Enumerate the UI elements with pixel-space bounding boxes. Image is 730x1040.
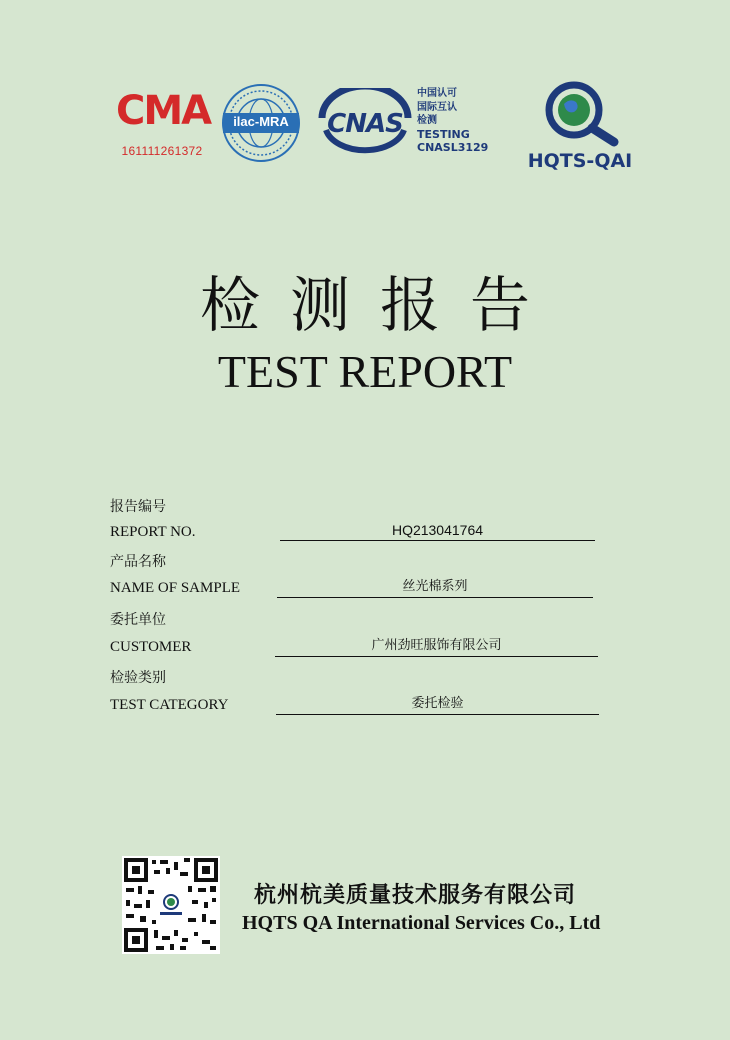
cma-logo [116, 88, 211, 160]
report-no-label-en: REPORT NO. [110, 524, 196, 540]
sample-name-label-en: NAME OF SAMPLE [110, 580, 241, 596]
report-no-value: HQ213041764 [280, 521, 595, 541]
ilac-mra-logo [221, 83, 301, 163]
cnas-logo [316, 88, 414, 158]
cnas-line: CNASL3129 [417, 141, 489, 154]
report-title-cn: 检测报告 [200, 271, 560, 341]
company-name-en: HQTS QA International Services Co., Ltd [242, 912, 601, 934]
test-category-label-cn: 检验类别 [110, 670, 166, 686]
sample-name-value: 丝光棉系列 [277, 578, 593, 598]
cma-number: 161111261372 [121, 144, 203, 158]
cnas-line: 中国认可 [417, 88, 457, 99]
test-category-label-en: TEST CATEGORY [110, 697, 229, 713]
report-title-en: TEST REPORT [217, 346, 513, 397]
cnas-mark: CNAS [327, 109, 403, 139]
magnifier-globe-icon [518, 80, 642, 150]
cnas-line: 检测 [417, 115, 437, 126]
cnas-accreditation-text [417, 87, 488, 155]
ilac-mark: ilac-MRA [233, 114, 289, 129]
test-category-value: 委托检验 [276, 695, 599, 715]
cma-mark: CMA [116, 88, 211, 134]
report-no-label-cn: 报告编号 [110, 499, 166, 515]
customer-label-cn: 委托单位 [110, 612, 166, 628]
cnas-line: 国际互认 [417, 101, 457, 113]
customer-value: 广州劲旺服饰有限公司 [275, 637, 598, 657]
company-name-cn: 杭州杭美质量技术服务有限公司 [254, 883, 577, 908]
hqts-mark: HQTS-QAI [527, 150, 633, 172]
hqts-qai-logo [518, 80, 642, 172]
cnas-line: TESTING [417, 127, 470, 141]
qr-code [122, 856, 220, 954]
customer-label-en: CUSTOMER [110, 639, 192, 655]
sample-name-label-cn: 产品名称 [110, 554, 166, 570]
